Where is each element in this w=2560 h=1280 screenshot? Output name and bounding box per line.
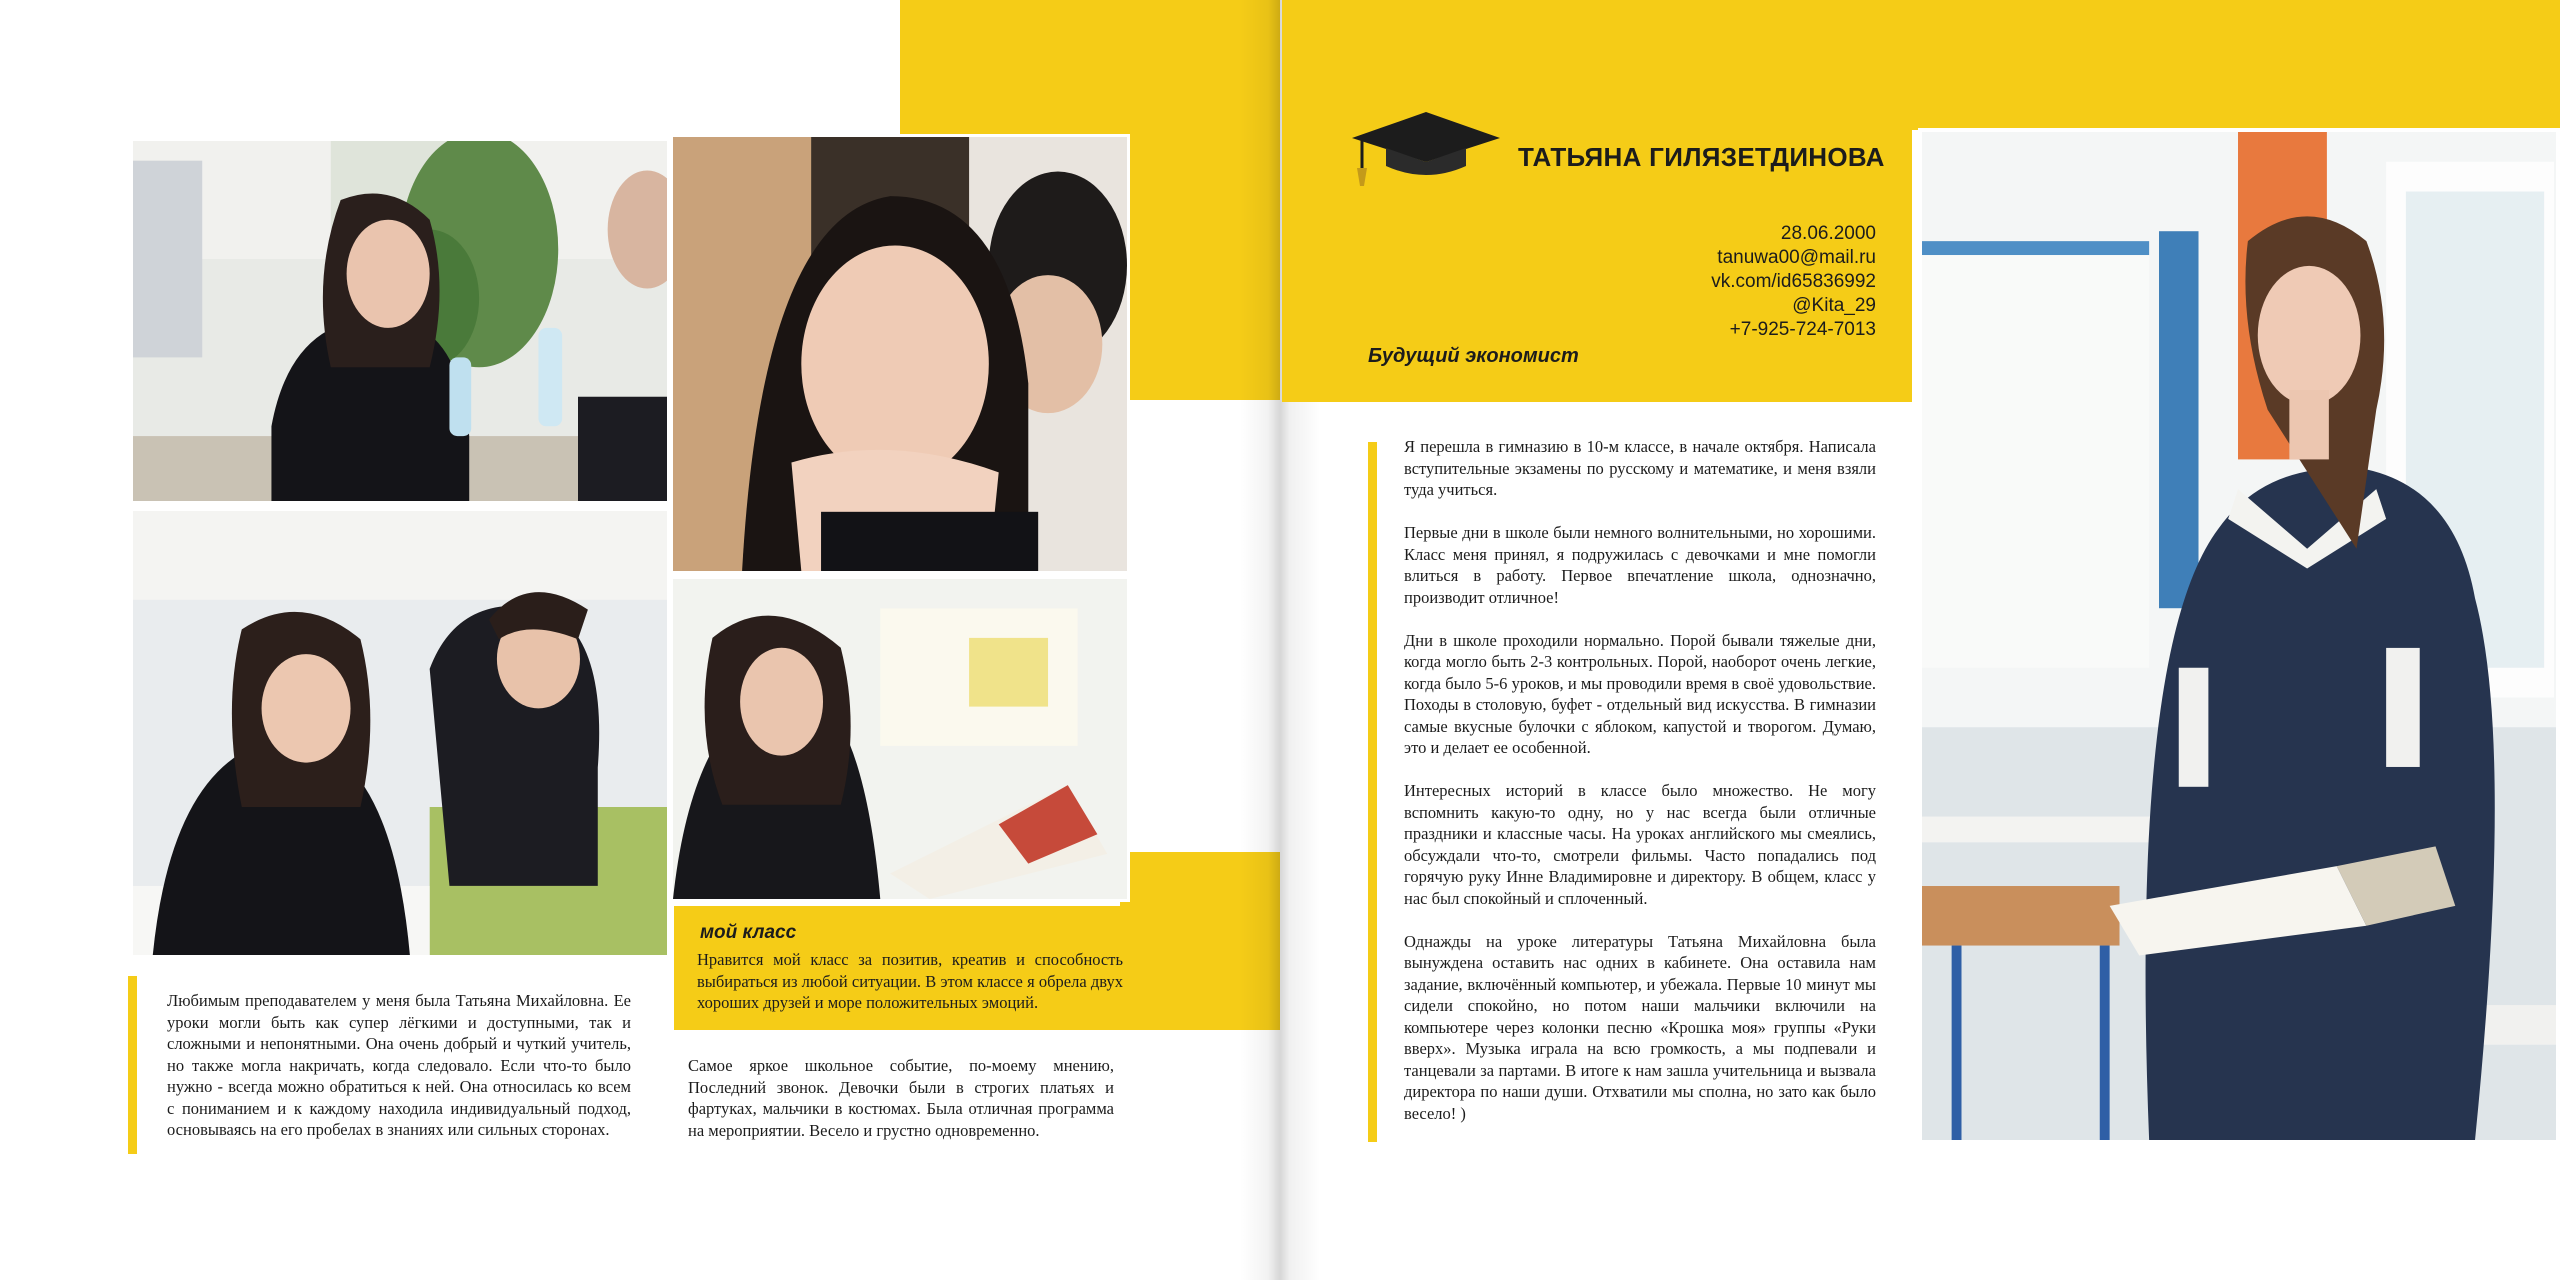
story-paragraph-2: Первые дни в школе были немного волнительными, но хорошими. Класс меня принял, я подружилась с девочками и мне помогли влиться в работу. Первое впечатление школа, однозначно, производит отличное! bbox=[1404, 523, 1876, 607]
future-profession: Будущий экономист bbox=[1368, 345, 1579, 367]
birth-date: 28.06.2000 bbox=[1780, 223, 1876, 244]
vk-link: vk.com/id65836992 bbox=[1711, 271, 1876, 292]
teacher-paragraph: Любимым преподавателем у меня была Татьяна Михайловна. Ее уроки могли быть как супер лёгкими и доступными, так и сложными и непонятными. Она очень добрый и чуткий учитель, но также могла накричать, когда следовало. Если что-то было нужно - всегда можно обратиться к ней. Она относилась ко всем с пониманием и к каждому находила индивидуальный подход, основываясь на его пробелах в знаниях или сильных сторонах. bbox=[167, 991, 631, 1139]
photo-girl-closeup bbox=[670, 134, 1130, 574]
photo-girl-earphones bbox=[130, 138, 670, 504]
student-name: ТАТЬЯНА ГИЛЯЗЕТДИНОВА bbox=[1518, 142, 1885, 172]
accent-bar-right bbox=[1368, 442, 1377, 1142]
contacts-block bbox=[1600, 222, 1876, 342]
story-column bbox=[1404, 436, 1876, 1124]
event-paragraph: Самое яркое школьное событие, по-моему мнению, Последний звонок. Девочки были в строгих платьях и фартуках, мальчики в костюмах. Была отличная программа на мероприятии. Весело и грустно одновременно. bbox=[688, 1056, 1114, 1140]
photo-portrait-classroom bbox=[1918, 128, 2560, 1144]
photo-girl-writing bbox=[130, 508, 670, 958]
email: tanuwa00@mail.ru bbox=[1717, 247, 1876, 268]
phone: +7-925-724-7013 bbox=[1729, 319, 1876, 340]
story-paragraph-3: Дни в школе проходили нормально. Порой бывали тяжелые дни, когда могло быть 2-3 контрольных. Порой, наоборот очень легкие, когда было 5-6 уроков, и мы проводили время в своё удовольствие. Походы в столовую, буфет - отдельный вид искусства. В гимназии самые вкусные булочки с яблоком, капустой и творогом. Думаю, это и делает ее особенной. bbox=[1404, 630, 1876, 757]
nickname: @Kita_29 bbox=[1792, 295, 1876, 316]
story-paragraph-1: Я перешла в гимназию в 10-м классе, в начале октября. Написала вступительные экзамены по русскому и математике, и меня взяли туда учиться. bbox=[1404, 437, 1876, 499]
my-class-paragraph: Нравится мой класс за позитив, креатив и способность выбираться из любой ситуации. В этом классе я обрела двух хороших друзей и море положительных эмоций. bbox=[697, 950, 1123, 1012]
story-paragraph-5: Однажды на уроке литературы Татьяна Михайловна была вынуждена оставить нас одних в кабинете. Она оставила нам задание, включённый компьютер, и убежала. Первые 10 минут мы сидели спокойно, но потом наши мальчики включили на компьютере через колонки песню «Крошка моя» группы «Руки вверх». Музыка играла на всю громкость, а мы подпевали и танцевали за партами. В итоге к нам зашла учительница и вызвала директора по наши души. Отхватили мы сполна, но зато как было весело! ) bbox=[1404, 931, 1876, 1123]
story-paragraph-4: Интересных историй в классе было множество. Не могу вспомнить какую-то одну, но у нас всегда были отличные праздники и классные часы. На уроках английского мы смеялись, обсуждали что-то, смотрели фильмы. Часто попадались под горячую руку Инне Владимировне и директору. В общем, класс у нас был спокойный и сплоченный. bbox=[1404, 781, 1876, 908]
photo-girl-thinking bbox=[670, 576, 1130, 902]
graduation-cap-icon bbox=[1350, 110, 1502, 190]
my-class-title: мой класс bbox=[700, 922, 797, 943]
accent-bar-left-bottom bbox=[128, 976, 137, 1154]
